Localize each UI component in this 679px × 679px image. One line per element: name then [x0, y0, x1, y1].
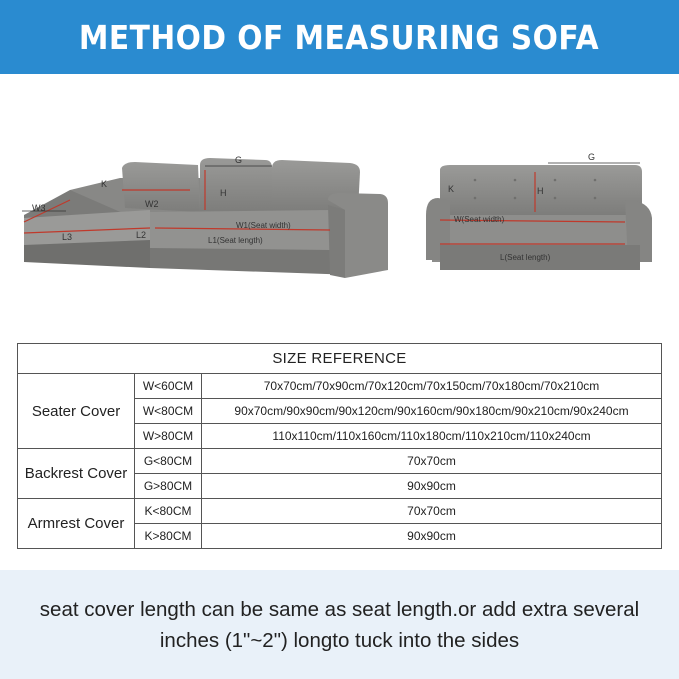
sofa-w-label: W(Seat width)	[454, 215, 505, 224]
sectional-w2-label: W2	[145, 199, 159, 209]
condition-cell: G<80CM	[135, 449, 202, 474]
footer-note	[0, 570, 679, 679]
condition-cell: W>80CM	[135, 424, 202, 449]
condition-cell: W<80CM	[135, 399, 202, 424]
sectional-l1-label: L1(Seat length)	[208, 236, 263, 245]
sizes-cell: 70x70cm/70x90cm/70x120cm/70x150cm/70x180cm/70x210cm	[202, 374, 662, 399]
seater-cover-label: Seater Cover	[18, 374, 135, 449]
sectional-sofa	[24, 158, 388, 278]
table-row	[18, 449, 662, 474]
sectional-h-label: H	[220, 188, 227, 198]
sizes-cell: 90x70cm/90x90cm/90x120cm/90x160cm/90x180cm/90x210cm/90x240cm	[202, 399, 662, 424]
condition-cell: K>80CM	[135, 524, 202, 549]
sofa-illustration	[0, 74, 679, 334]
sofa-k-label: K	[448, 184, 455, 194]
sizes-cell: 110x110cm/110x160cm/110x180cm/110x210cm/110x240cm	[202, 424, 662, 449]
sectional-g-label: G	[235, 155, 243, 165]
condition-cell: G>80CM	[135, 474, 202, 499]
footer-line-1: seat cover length can be same as seat length.or add extra several	[39, 597, 640, 621]
armrest-cover-label: Armrest Cover	[18, 499, 135, 549]
backrest-cover-label: Backrest Cover	[18, 449, 135, 499]
table-row	[18, 374, 662, 399]
sizes-cell: 90x90cm	[202, 524, 662, 549]
header-banner	[0, 0, 679, 74]
sectional-l3-label: L3	[62, 232, 73, 242]
sofa-h-label: H	[537, 186, 544, 196]
sectional-l2-label: L2	[136, 230, 147, 240]
sectional-w3-label: W3	[32, 203, 46, 213]
table-title: SIZE REFERENCE	[18, 344, 662, 374]
condition-cell: K<80CM	[135, 499, 202, 524]
table-row	[18, 499, 662, 524]
sizes-cell: 70x70cm	[202, 499, 662, 524]
sizes-cell: 90x90cm	[202, 474, 662, 499]
table-header-row	[18, 344, 662, 374]
size-reference-table	[17, 343, 662, 549]
sofa-g-label: G	[588, 152, 596, 162]
page-title: METHOD OF MEASURING SOFA	[79, 17, 600, 57]
sectional-w1-label: W1(Seat width)	[236, 221, 291, 230]
sofa-l-label: L(Seat length)	[500, 253, 551, 262]
footer-line-2: inches (1"~2") longto tuck into the sides	[159, 628, 520, 652]
sizes-cell: 70x70cm	[202, 449, 662, 474]
condition-cell: W<60CM	[135, 374, 202, 399]
sectional-k-label: K	[101, 179, 108, 189]
